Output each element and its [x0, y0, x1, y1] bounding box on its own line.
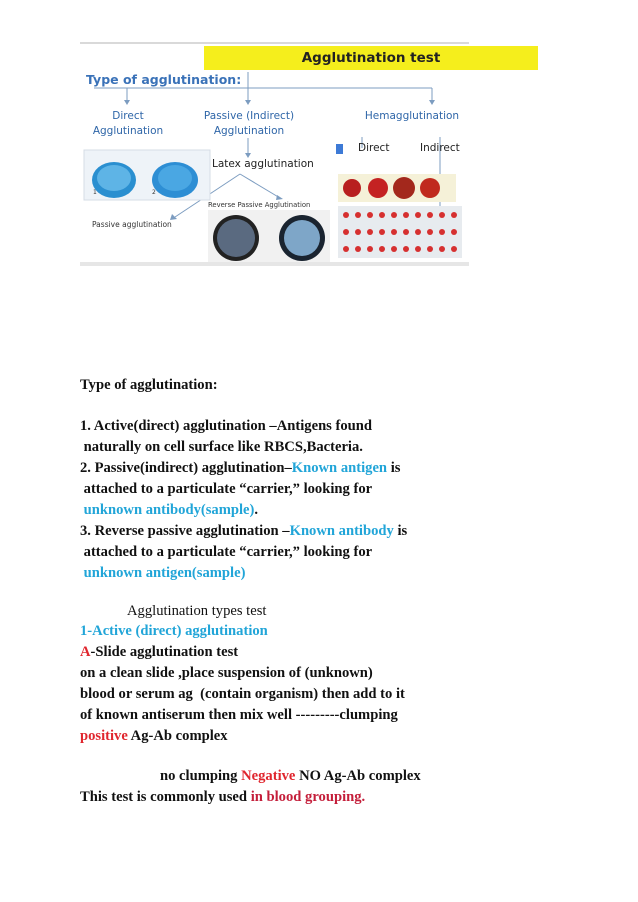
item-2-text: 2. Passive(indirect) agglutination– — [80, 460, 292, 476]
item-3-line-1 — [80, 521, 407, 541]
hemagg-direct-label: Direct — [358, 142, 390, 154]
known-antigen: Known antigen — [291, 460, 388, 476]
no-clumping-text: no clumping — [160, 768, 242, 784]
procedure-line-2: blood or serum ag (contain organism) then add to it — [80, 686, 405, 702]
slide-number-1: 1 — [93, 189, 97, 196]
slide-letter: A — [80, 644, 91, 660]
procedure-line-4 — [80, 726, 228, 746]
item-2-line-1 — [80, 458, 400, 478]
item-3-line-2: attached to a particulate “carrier,” looking for — [80, 544, 373, 560]
active-heading: 1-Active (direct) agglutination — [80, 623, 268, 639]
unknown-antigen: unknown antigen(sample) — [80, 565, 246, 581]
usage-line — [80, 787, 365, 807]
blood-grouping: in blood grouping. — [250, 789, 366, 805]
figure-bottom-border — [80, 262, 469, 266]
known-antibody: Known antibody — [289, 523, 394, 539]
no-clumping-line — [160, 766, 421, 786]
slide-number-2: 2 — [152, 189, 156, 196]
positive-rest: Ag-Ab complex — [127, 728, 228, 744]
hemagglutination-label: Hemagglutination — [364, 110, 460, 122]
type-heading: Type of agglutination: — [80, 377, 218, 393]
item-2-period: . — [254, 502, 259, 518]
item-3-text: 3. Reverse passive agglutination – — [80, 523, 290, 539]
item-3-end: is — [393, 523, 408, 539]
passive-agglutination-caption: Passive agglutination — [92, 220, 172, 229]
item-2-end: is — [387, 460, 401, 476]
reverse-passive-caption: Reverse Passive Agglutination — [208, 201, 311, 209]
slide-heading-text: -Slide agglutination test — [90, 644, 239, 660]
direct-agglutination-label: Direct Agglutination — [92, 110, 164, 137]
unknown-antibody: unknown antibody(sample) — [80, 502, 255, 518]
usage-text: This test is commonly used — [80, 789, 251, 805]
figure-title: Agglutination test — [204, 46, 538, 70]
passive-agglutination-label: Passive (Indirect) Agglutination — [203, 110, 295, 137]
slide-test-heading — [80, 642, 238, 662]
item-2-line-2: attached to a particulate “carrier,” looking for — [80, 481, 373, 497]
latex-agglutination-label: Latex agglutination — [212, 158, 314, 170]
item-1-line-2: naturally on cell surface like RBCS,Bacteria. — [80, 439, 363, 455]
item-3-line-3 — [80, 563, 245, 583]
item-2-line-3 — [80, 500, 258, 520]
figure-subtitle: Type of agglutination: — [86, 72, 242, 87]
negative-word: Negative — [241, 768, 296, 784]
procedure-line-1: on a clean slide ,place suspension of (unknown) — [80, 665, 373, 681]
positive-word: positive — [80, 728, 128, 744]
item-1-line-1: 1. Active(direct) agglutination –Antigens found — [80, 418, 373, 434]
agglutination-figure — [80, 42, 469, 266]
procedure-line-3: of known antiserum then mix well ---------clumping — [80, 707, 398, 723]
hemagg-indirect-label: Indirect — [420, 142, 460, 154]
types-test-heading: Agglutination types test — [127, 603, 267, 619]
no-clumping-rest: NO Ag-Ab complex — [295, 768, 421, 784]
